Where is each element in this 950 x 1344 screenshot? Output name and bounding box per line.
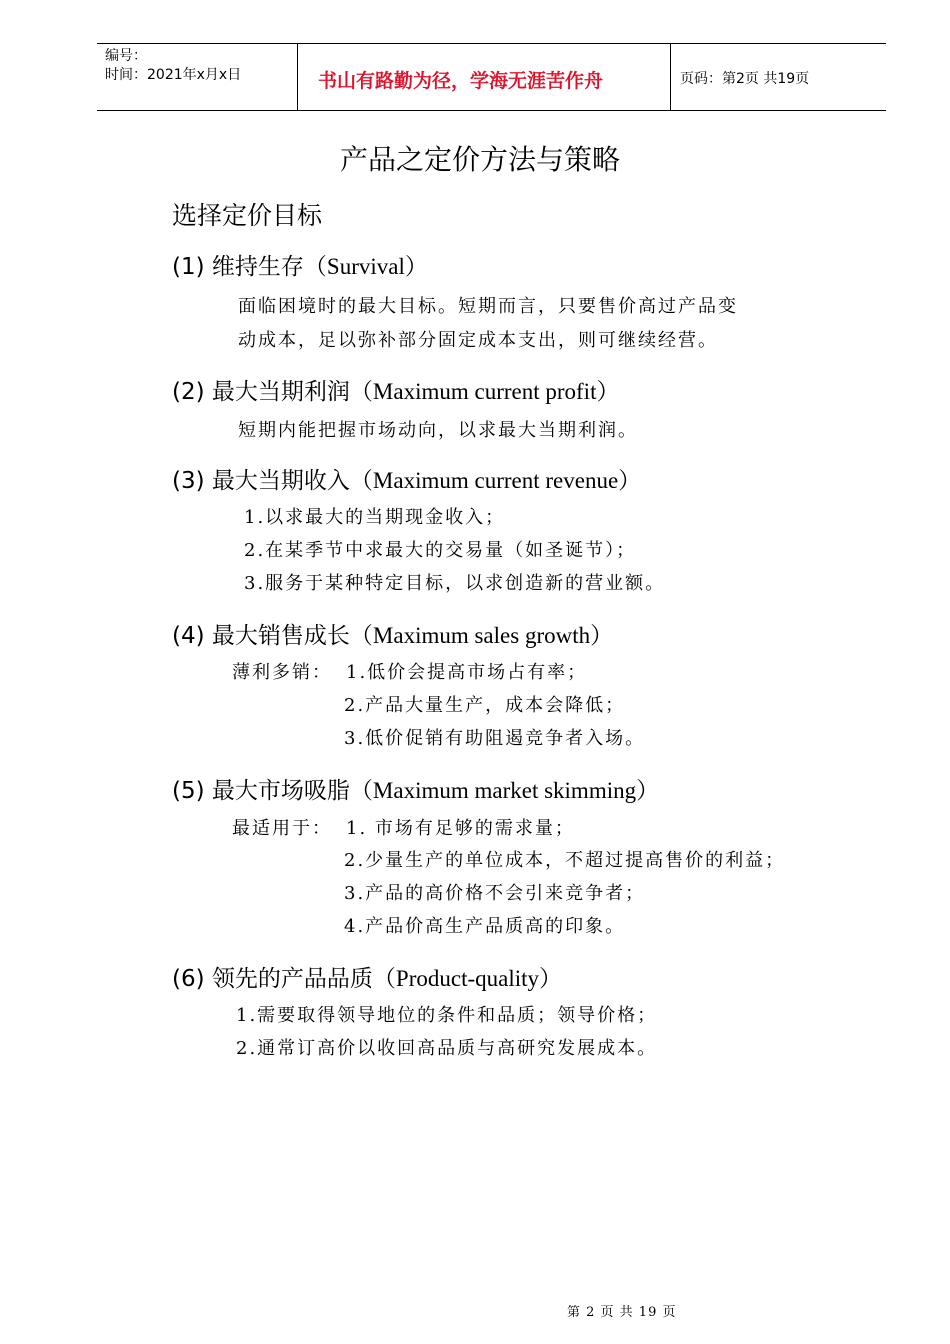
item-line: 2.通常订高价以收回高品质与高研究发展成本。 <box>236 1038 658 1059</box>
header-date-label: 时间：2021年x月x日 <box>105 67 242 83</box>
header-top-rule <box>97 43 886 44</box>
item-heading <box>172 617 613 650</box>
item-title-cn: 维持生存 <box>211 254 304 280</box>
item-number: (1) <box>172 254 205 280</box>
item-heading <box>172 373 619 406</box>
item-title-cn: 最大销售成长 <box>211 623 350 649</box>
header-motto: 书山有路勤为径，学海无涯苦作舟 <box>318 70 604 92</box>
item-heading <box>172 772 659 805</box>
item-lead: 最适用于： <box>232 818 332 839</box>
section-title: 选择定价目标 <box>172 201 323 230</box>
header-divider-1 <box>297 44 298 111</box>
item-number: (3) <box>172 468 205 494</box>
item-line: 1. 市场有足够的需求量； <box>346 818 575 839</box>
item-line: 3.服务于某种特定目标，以求创造新的营业额。 <box>244 573 666 594</box>
item-line: 1.低价会提高市场占有率； <box>346 662 588 683</box>
header-page-label: 页码：第2页 共19页 <box>680 71 810 87</box>
item-title-cn: 最大当期收入 <box>211 468 350 494</box>
item-line: 2.在某季节中求最大的交易量（如圣诞节）； <box>244 540 637 561</box>
item-title-cn: 最大当期利润 <box>211 379 350 405</box>
item-lead: 薄利多销： <box>232 662 332 683</box>
item-title-en: （Maximum current revenue） <box>349 468 642 493</box>
item-line: 3.产品的高价格不会引来竞争者； <box>344 883 646 904</box>
item-line: 2.少量生产的单位成本，不超过提高售价的利益； <box>344 850 786 871</box>
item-heading <box>172 462 641 495</box>
item-title-en: （Survival） <box>303 254 428 279</box>
page-footer: 第 2 页 共 19 页 <box>567 1305 677 1320</box>
item-heading <box>172 248 428 281</box>
item-line: 3.低价促销有助阻遏竞争者入场。 <box>344 728 646 749</box>
header-divider-2 <box>670 44 671 111</box>
item-title-cn: 最大市场吸脂 <box>211 778 350 804</box>
item-heading <box>172 960 562 993</box>
item-line: 短期内能把握市场动向，以求最大当期利润。 <box>238 420 638 441</box>
item-line: 2.产品大量生产，成本会降低； <box>344 695 626 716</box>
item-title-en: （Maximum current profit） <box>349 379 620 404</box>
item-line: 4.产品价高生产品质高的印象。 <box>344 916 626 937</box>
item-line: 1.以求最大的当期现金收入； <box>244 507 506 528</box>
item-number: (5) <box>172 778 205 804</box>
item-line: 动成本，足以弥补部分固定成本支出，则可继续经营。 <box>238 330 718 351</box>
document-title: 产品之定价方法与策略 <box>340 143 621 176</box>
item-title-cn: 领先的产品品质 <box>211 966 373 992</box>
item-number: (6) <box>172 966 205 992</box>
header-number-label: 编号： <box>105 48 147 64</box>
item-title-en: （Product-quality） <box>372 966 562 991</box>
item-line: 面临困境时的最大目标。短期而言，只要售价高过产品变 <box>238 296 738 317</box>
item-number: (2) <box>172 379 205 405</box>
item-title-en: （Maximum sales growth） <box>349 623 614 648</box>
item-title-en: （Maximum market skimming） <box>349 778 660 803</box>
item-line: 1.需要取得领导地位的条件和品质；领导价格； <box>236 1005 658 1026</box>
item-number: (4) <box>172 623 205 649</box>
header-bottom-rule <box>97 110 886 111</box>
